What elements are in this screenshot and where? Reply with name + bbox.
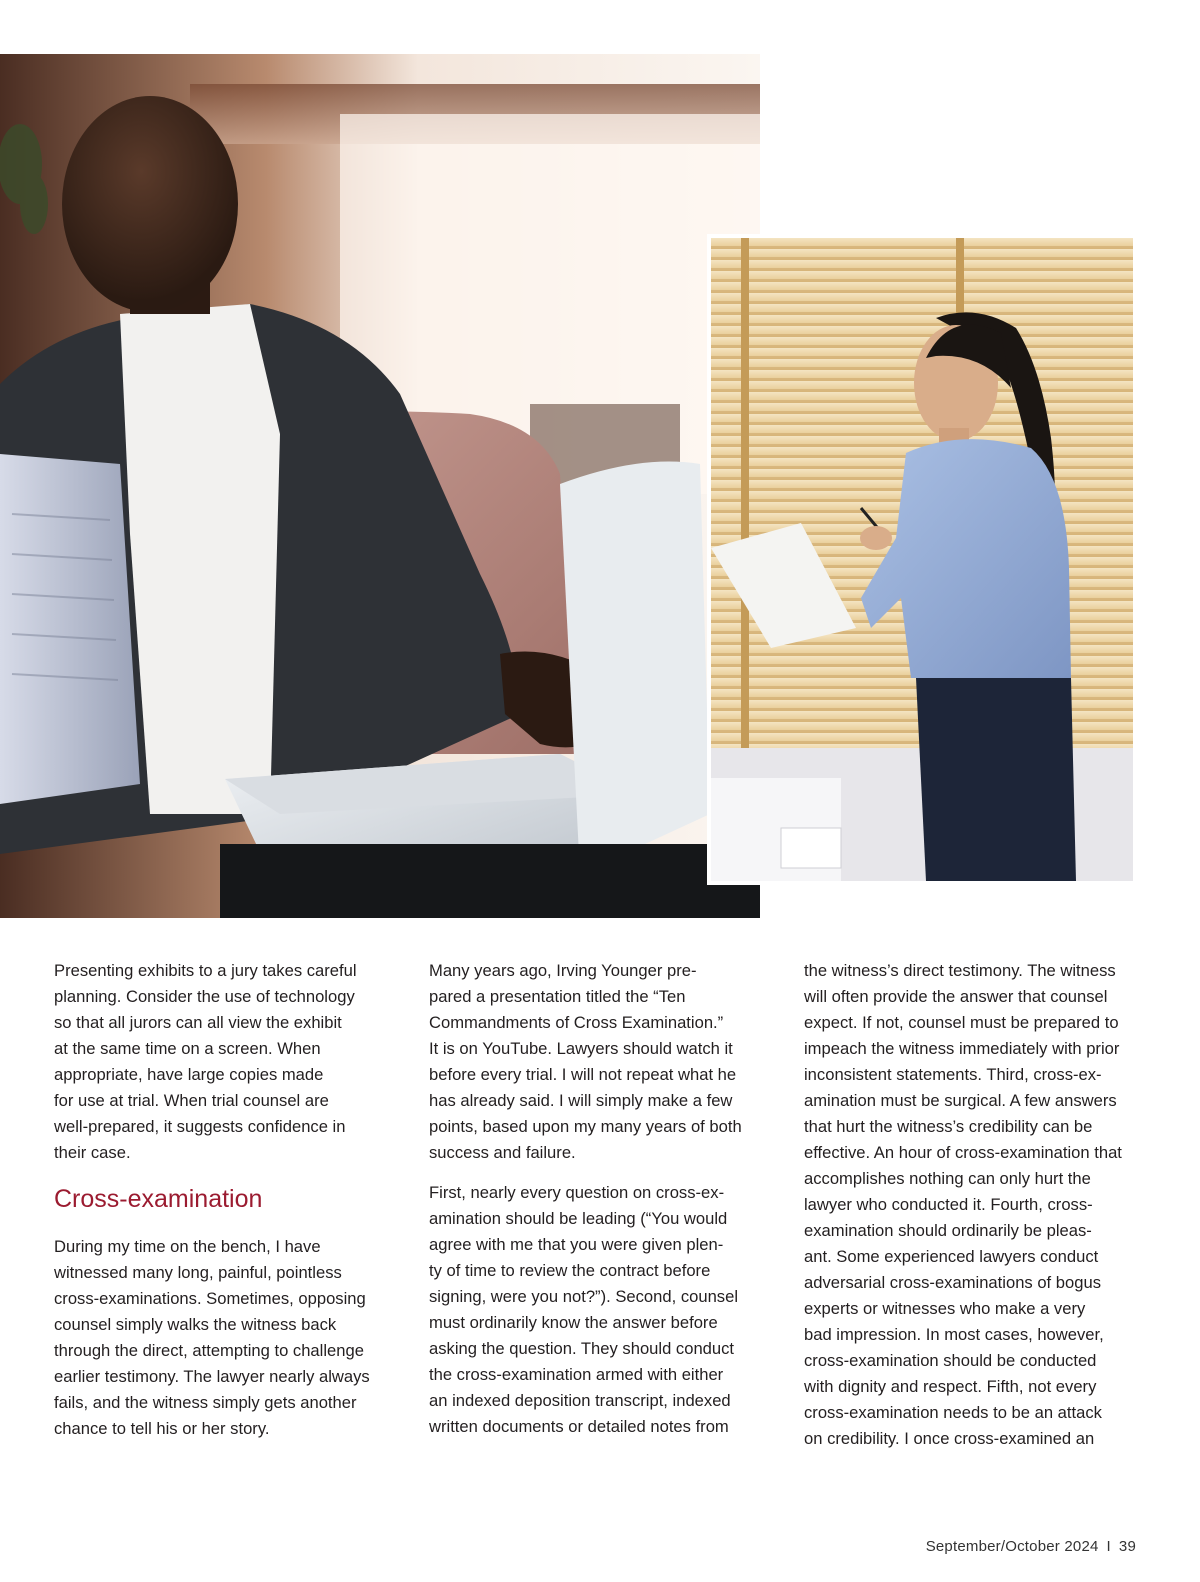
issue-date: September/October 2024 (925, 1538, 1099, 1555)
article-column-3 (804, 958, 1140, 1452)
photo-woman-window (707, 234, 1137, 885)
section-heading: Cross-examination (54, 1185, 263, 1213)
paragraph: Many years ago, Irving Younger pre- pared a presentation titled the “Ten Commandments of Cross Examination.” It is on YouTube. Lawyers should watch it before every trial. I will not repeat what he has already said. I will simply make a few points, based upon my many years of both success and failure. (429, 961, 742, 1162)
paragraph: First, nearly every question on cross-ex- amination should be leading (“You would agree with me that you were given plen- ty of time to review the contract before signing, were you not?”). Second, counsel must ordinarily know the answer before asking the question. They should conduct the cross-examination armed with either an indexed deposition transcript, indexed written documents or detailed notes from (429, 1183, 739, 1436)
photo-man-laptop (0, 54, 760, 918)
paragraph: the witness’s direct testimony. The witness will often provide the answer that counsel expect. If not, counsel must be prepared to impeach the witness immediately with prior inconsistent statements. Third, cross-ex- amination must be surgical. A few answers that hurt the witness’s credibility can be effective. An hour of cross-examination that accomplishes nothing can only hurt the lawyer who conducted it. Fourth, cross- examination should ordinarily be pleas- ant. Some experienced lawyers conduct adversarial cross-examinations of bogus experts or witnesses who make a very bad impression. In most cases, however, cross-examination should be conducted with dignity and respect. Fifth, not every cross-examination needs to be an attack on credibility. I once cross-examined an (804, 961, 1122, 1448)
footer-separator: I (1106, 1538, 1111, 1555)
article-column-2 (429, 958, 765, 1440)
paragraph: During my time on the bench, I have witnessed many long, painful, pointless cross-examinations. Sometimes, opposing counsel simply walks the witness back through the direct, attempting to challenge earlier testimony. The lawyer nearly always fails, and the witness simply gets another chance to tell his or her story. (54, 1237, 370, 1438)
page-number: 39 (1118, 1538, 1136, 1555)
page-footer (926, 1538, 1136, 1555)
paragraph: Presenting exhibits to a jury takes careful planning. Consider the use of technology so that all jurors can all view the exhibit at the same time on a screen. When appropriate, have large copies made for use at trial. When trial counsel are well-prepared, it suggests confidence in their case. (54, 961, 357, 1162)
article-column-1 (54, 958, 390, 1442)
